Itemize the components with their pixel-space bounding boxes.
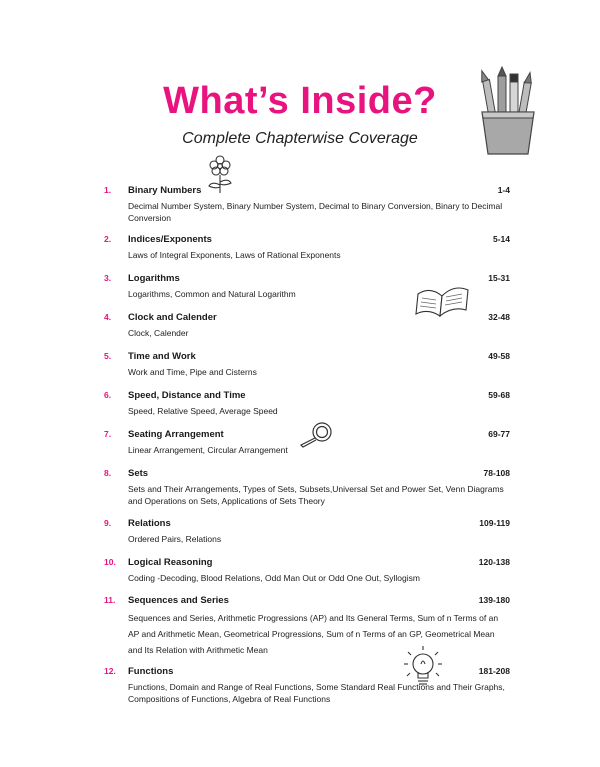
chapter-number: 6. xyxy=(104,390,112,400)
chapter-topics: Functions, Domain and Range of Real Functions, Some Standard Real Functions and Their Graphs, Compositions of Functions, Algebra of Real Functions xyxy=(128,682,505,704)
chapter-number: 12. xyxy=(104,666,116,676)
toc-entry-relations[interactable] xyxy=(104,516,510,545)
toc-entry-logical-reasoning[interactable] xyxy=(104,555,510,584)
chapter-title: Relations xyxy=(128,518,171,529)
chapter-topics: Ordered Pairs, Relations xyxy=(128,534,222,544)
chapter-topics: Speed, Relative Speed, Average Speed xyxy=(128,406,278,416)
page-range: 139-180 xyxy=(478,595,510,605)
chapter-title: Binary Numbers xyxy=(128,185,202,196)
chapter-title: Sets xyxy=(128,468,149,479)
chapter-number: 3. xyxy=(104,273,112,283)
chapter-number: 11. xyxy=(104,595,116,605)
toc-entry-binary-numbers[interactable] xyxy=(104,183,510,224)
chapter-title: Seating Arrangement xyxy=(128,429,224,440)
chapter-number: 5. xyxy=(104,351,112,361)
chapter-title: Indices/Exponents xyxy=(128,234,212,245)
toc-entry-time-and-work[interactable] xyxy=(104,349,510,378)
toc-entry-sequences-and-series[interactable] xyxy=(104,593,510,658)
page-range: 15-31 xyxy=(488,273,510,283)
page-range: 5-14 xyxy=(492,234,510,244)
page-range: 32-48 xyxy=(488,312,510,322)
toc-entry-functions[interactable] xyxy=(104,664,510,705)
chapter-topics: Sequences and Series, Arithmetic Progressions (AP) and Its General Terms, Sum of n Terms of an AP and Arithmetic Mean, Geometrical Progressions, Sum of n Terms of an GP, Geometrical Mean and Its Relation with Arithmetic Mean xyxy=(128,613,499,655)
chapter-number: 9. xyxy=(104,518,112,528)
chapter-title: Logarithms xyxy=(128,273,180,284)
chapter-number: 2. xyxy=(104,234,112,244)
chapter-topics: Linear Arrangement, Circular Arrangement xyxy=(128,445,288,455)
page-range: 49-58 xyxy=(488,351,510,361)
chapter-title: Clock and Calender xyxy=(128,312,217,323)
table-of-contents xyxy=(104,183,510,705)
chapter-number: 1. xyxy=(104,185,112,195)
chapter-title: Speed, Distance and Time xyxy=(128,390,246,401)
page-title: What’s Inside? xyxy=(163,80,437,122)
chapter-number: 7. xyxy=(104,429,112,439)
chapter-topics: Work and Time, Pipe and Cisterns xyxy=(128,367,257,377)
chapter-topics: Laws of Integral Exponents, Laws of Rational Exponents xyxy=(128,250,341,260)
page-range: 69-77 xyxy=(488,429,510,439)
chapter-topics: Sets and Their Arrangements, Types of Sets, Subsets,Universal Set and Power Set, Venn Diagrams and Operations on Sets, Applications of Sets Theory xyxy=(128,484,504,506)
chapter-topics: Clock, Calender xyxy=(128,328,189,338)
toc-entry-clock-and-calender[interactable] xyxy=(104,310,510,339)
toc-entry-indices-exponents[interactable] xyxy=(104,232,510,261)
page-subtitle: Complete Chapterwise Coverage xyxy=(182,130,418,147)
chapter-topics: Coding -Decoding, Blood Relations, Odd Man Out or Odd One Out, Syllogism xyxy=(128,573,420,583)
chapter-number: 4. xyxy=(104,312,112,322)
pencil-cup-icon xyxy=(476,66,540,156)
chapter-title: Sequences and Series xyxy=(128,595,229,606)
chapter-title: Functions xyxy=(128,666,174,677)
toc-entry-speed-distance-time[interactable] xyxy=(104,388,510,417)
toc-entry-logarithms[interactable] xyxy=(104,271,510,300)
page-range: 78-108 xyxy=(483,468,510,478)
chapter-title: Logical Reasoning xyxy=(128,557,213,568)
chapter-topics: Decimal Number System, Binary Number System, Decimal to Binary Conversion, Binary to Decimal Conversion xyxy=(128,201,503,223)
page-range: 109-119 xyxy=(479,518,510,528)
page-range: 120-138 xyxy=(478,557,510,567)
chapter-number: 8. xyxy=(104,468,112,478)
toc-entry-sets[interactable] xyxy=(104,466,510,507)
page-range: 181-208 xyxy=(478,666,510,676)
chapter-title: Time and Work xyxy=(128,351,196,362)
page-range: 1-4 xyxy=(497,185,510,195)
page-range: 59-68 xyxy=(488,390,510,400)
chapter-number: 10. xyxy=(104,557,116,567)
chapter-topics: Logarithms, Common and Natural Logarithm xyxy=(128,289,296,299)
toc-entry-seating-arrangement[interactable] xyxy=(104,427,510,456)
